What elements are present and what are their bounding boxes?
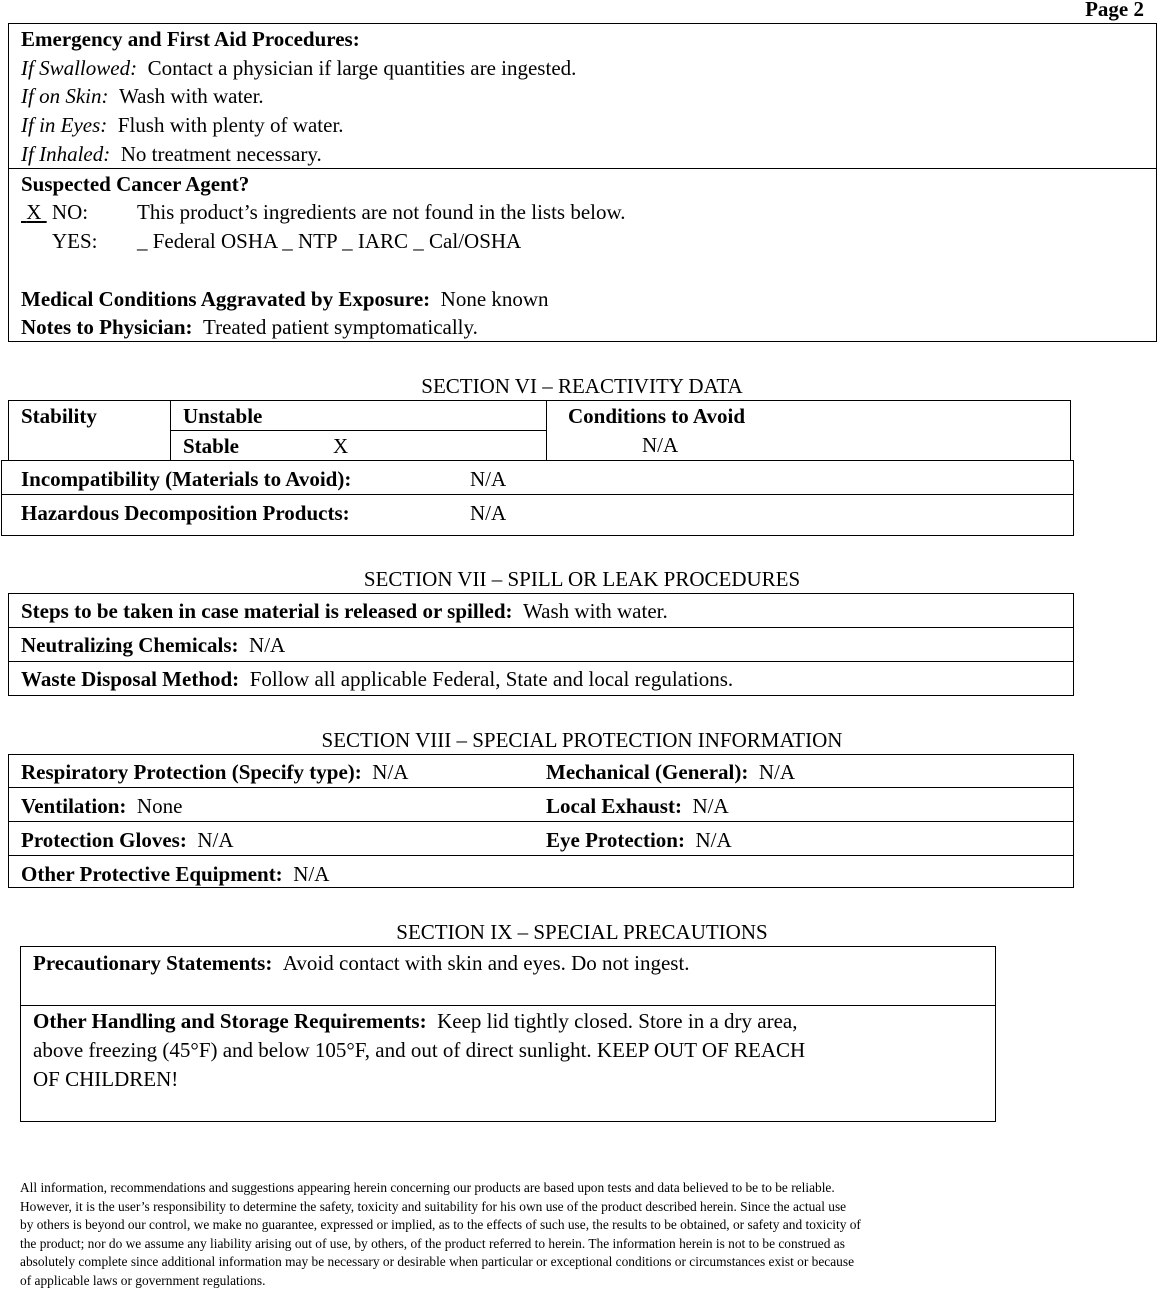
stability-label: Stability bbox=[21, 404, 97, 428]
mechanical-value: N/A bbox=[758, 760, 796, 784]
incompatibility-value: N/A bbox=[470, 467, 507, 491]
section-7-title: SECTION VII – SPILL OR LEAK PROCEDURES bbox=[363, 567, 801, 591]
local-exhaust-row bbox=[546, 794, 729, 818]
precautionary-row bbox=[33, 951, 690, 975]
if-inhaled-label: If Inhaled: bbox=[21, 142, 111, 166]
medical-conditions-row bbox=[21, 287, 549, 311]
eye-protection-value: N/A bbox=[695, 828, 732, 852]
unstable-label: Unstable bbox=[183, 404, 263, 428]
respiratory-label: Respiratory Protection (Specify type): bbox=[21, 760, 362, 784]
if-in-eyes-text: Flush with plenty of water. bbox=[117, 113, 344, 137]
if-swallowed-label: If Swallowed: bbox=[21, 56, 138, 80]
stable-label: Stable bbox=[183, 434, 240, 458]
divider bbox=[1, 494, 1074, 495]
hazardous-decomposition-value: N/A bbox=[470, 501, 507, 525]
section-6-title: SECTION VI – REACTIVITY DATA bbox=[421, 374, 743, 398]
cancer-yes-text: _ Federal OSHA _ NTP _ IARC _ Cal/OSHA bbox=[137, 229, 522, 253]
hazardous-decomposition-label: Hazardous Decomposition Products: bbox=[21, 501, 350, 525]
if-swallowed-row bbox=[21, 56, 576, 80]
spill-steps-row bbox=[21, 599, 668, 623]
cancer-yes-label: YES: bbox=[52, 229, 98, 253]
if-in-eyes-row bbox=[21, 113, 344, 137]
first-aid-heading: Emergency and First Aid Procedures: bbox=[21, 27, 360, 51]
respiratory-row bbox=[21, 760, 408, 784]
divider bbox=[20, 1005, 996, 1006]
if-swallowed-text: Contact a physician if large quantities are ingested. bbox=[147, 56, 577, 80]
incompatibility-label: Incompatibility (Materials to Avoid): bbox=[21, 467, 352, 491]
notes-to-physician-row bbox=[21, 315, 478, 339]
handling-line-2: above freezing (45°F) and below 105°F, and out of direct sunlight. KEEP OUT OF REACH bbox=[33, 1038, 806, 1062]
spill-steps-value: Wash with water. bbox=[523, 599, 668, 623]
handling-line-1: Keep lid tightly closed. Store in a dry area, bbox=[437, 1009, 798, 1033]
divider bbox=[8, 787, 1074, 788]
medical-conditions-value: None known bbox=[440, 287, 549, 311]
disclaimer bbox=[20, 1179, 1100, 1291]
conditions-to-avoid-value: N/A bbox=[642, 433, 679, 457]
divider bbox=[8, 661, 1074, 662]
handling-row bbox=[33, 1009, 797, 1033]
divider bbox=[170, 430, 546, 431]
cancer-no-row bbox=[21, 200, 88, 224]
section-8-title: SECTION VIII – SPECIAL PROTECTION INFORMATION bbox=[321, 728, 843, 752]
ventilation-value: None bbox=[136, 794, 183, 818]
waste-disposal-label: Waste Disposal Method: bbox=[21, 667, 240, 691]
if-inhaled-text: No treatment necessary. bbox=[120, 142, 322, 166]
ventilation-row bbox=[21, 794, 182, 818]
other-protective-value: N/A bbox=[293, 862, 330, 886]
cancer-no-mark: X bbox=[26, 200, 42, 224]
disclaimer-line: All information, recommendations and suggestions appearing herein concerning our products are based upon tests and data believed to be to be reliable. bbox=[20, 1180, 835, 1195]
local-exhaust-label: Local Exhaust: bbox=[546, 794, 682, 818]
disclaimer-line: of applicable laws or government regulations. bbox=[20, 1272, 266, 1288]
local-exhaust-value: N/A bbox=[692, 794, 729, 818]
other-protective-label: Other Protective Equipment: bbox=[21, 862, 283, 886]
divider bbox=[8, 855, 1074, 856]
neutralizing-value: N/A bbox=[249, 633, 286, 657]
divider bbox=[8, 627, 1074, 628]
disclaimer-line: absolutely complete since additional information may be necessary or desirable when particular or exceptional conditions or circumstances exist or because bbox=[20, 1254, 855, 1270]
cancer-no-label: NO: bbox=[51, 200, 89, 224]
if-on-skin-label: If on Skin: bbox=[21, 84, 109, 108]
handling-line-3: OF CHILDREN! bbox=[33, 1067, 179, 1091]
section-9-title: SECTION IX – SPECIAL PRECAUTIONS bbox=[396, 920, 768, 944]
neutralizing-label: Neutralizing Chemicals: bbox=[21, 633, 239, 657]
disclaimer-line: However, it is the user’s responsibility to determine the safety, toxicity and suitability for his own use of the product described herein. Since the actual use bbox=[20, 1198, 847, 1214]
precautionary-value: Avoid contact with skin and eyes. Do not ingest. bbox=[282, 951, 690, 975]
stable-mark: X bbox=[333, 434, 349, 458]
if-in-eyes-label: If in Eyes: bbox=[21, 113, 108, 137]
spill-steps-label: Steps to be taken in case material is released or spilled: bbox=[21, 599, 513, 623]
disclaimer-line: the product; nor do we assume any liability arising out of use, by others, of the product referred to herein. The information herein is not to be construed as bbox=[20, 1235, 845, 1251]
waste-disposal-value: Follow all applicable Federal, State and local regulations. bbox=[249, 667, 734, 691]
if-on-skin-text: Wash with water. bbox=[118, 84, 264, 108]
precautionary-label: Precautionary Statements: bbox=[33, 951, 273, 975]
eye-protection-label: Eye Protection: bbox=[546, 828, 685, 852]
ventilation-label: Ventilation: bbox=[21, 794, 127, 818]
gloves-row bbox=[21, 828, 234, 852]
notes-to-physician-label: Notes to Physician: bbox=[21, 315, 193, 339]
if-on-skin-row bbox=[21, 84, 264, 108]
mechanical-label: Mechanical (General): bbox=[546, 760, 749, 784]
handling-label: Other Handling and Storage Requirements: bbox=[33, 1009, 427, 1033]
divider bbox=[8, 821, 1074, 822]
disclaimer-line: by others is beyond our control, we make no guarantee, expressed or implied, as to the effects of such use, the results to be obtained, or safety and toxicity of bbox=[20, 1217, 861, 1233]
gloves-label: Protection Gloves: bbox=[21, 828, 187, 852]
cancer-heading: Suspected Cancer Agent? bbox=[21, 172, 250, 196]
divider bbox=[8, 168, 1157, 169]
cancer-no-text: This product’s ingredients are not found in the lists below. bbox=[137, 200, 626, 224]
page-number: Page 2 bbox=[1085, 0, 1144, 21]
medical-conditions-label: Medical Conditions Aggravated by Exposure: bbox=[21, 287, 431, 311]
other-protective-row bbox=[21, 862, 329, 886]
conditions-to-avoid-label: Conditions to Avoid bbox=[568, 404, 745, 428]
if-inhaled-row bbox=[21, 142, 322, 166]
waste-disposal-row bbox=[21, 667, 733, 691]
eye-protection-row bbox=[546, 828, 732, 852]
divider bbox=[546, 400, 547, 460]
mechanical-row bbox=[546, 760, 795, 784]
respiratory-value: N/A bbox=[372, 760, 409, 784]
neutralizing-row bbox=[21, 633, 285, 657]
gloves-value: N/A bbox=[197, 828, 234, 852]
notes-to-physician-value: Treated patient symptomatically. bbox=[203, 315, 478, 339]
